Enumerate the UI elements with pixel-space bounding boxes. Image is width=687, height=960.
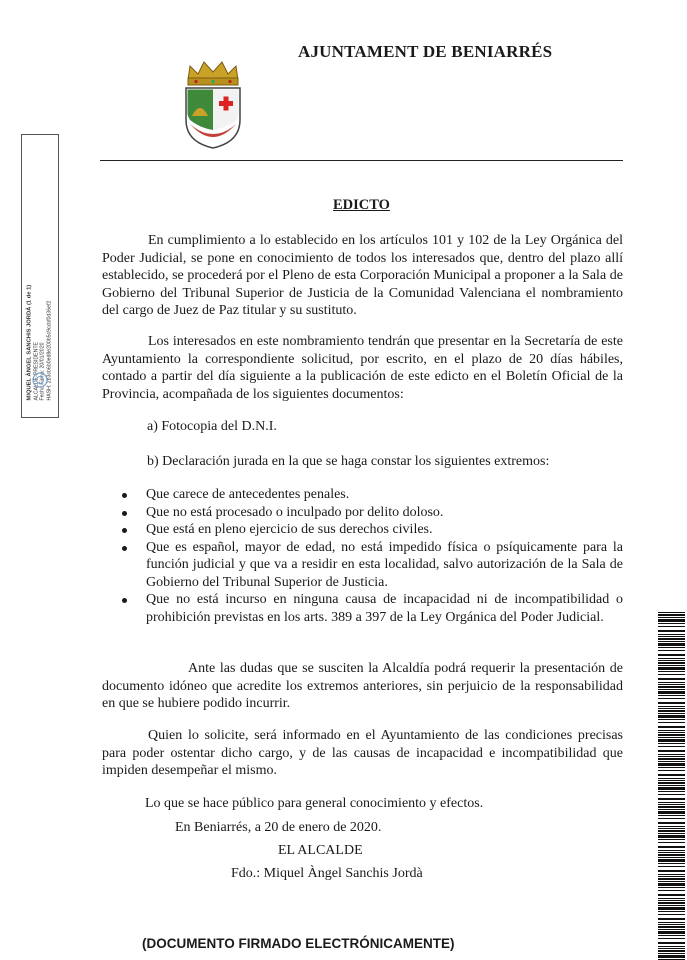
paragraph-doubts: Ante las dudas que se susciten la Alcaldía podrá requerir la presentación de documento idóneo que acredite los extremos anteriores, sin perjuicio de la responsabilidad en que se hubiere podido incurrir. (102, 661, 623, 711)
list-item: Que no está procesado o inculpado por delito doloso. (122, 504, 623, 522)
list-item-b: b) Declaración jurada en la que se haga constar los siguientes extremos: (147, 454, 550, 469)
paragraph-requirements: Los interesados en este nombramiento tendrán que presentar en la Secretaría de este Ayuntamiento la correspondiente solicitud, por escrito, en el plazo de 20 días hábiles, contado a partir del día siguiente a la publicación de este edicto en el Boletín Oficial de la Provincia, acompañada de los siguientes documentos: (102, 334, 623, 402)
signature-date: Fecha Firma: 20/01/2020 (39, 342, 46, 401)
electronic-signature-note: (DOCUMENTO FIRMADO ELECTRÓNICAMENTE) (142, 936, 455, 951)
coat-of-arms-icon (180, 58, 246, 150)
declaration-list (122, 486, 623, 626)
bullet-icon (122, 598, 127, 603)
bullet-icon (122, 511, 127, 516)
list-item-a: a) Fotocopia del D.N.I. (147, 419, 277, 434)
list-item: Que es español, mayor de edad, no está impedido física o psíquicamente para la función judicial y que va a residir en esta localidad, salvo autorización de la Sala de Gobierno del Tribunal Superior de Justicia. (122, 539, 623, 592)
mayor-title: EL ALCALDE (278, 843, 363, 858)
bullet-icon (122, 546, 127, 551)
list-item: Que está en pleno ejercicio de sus derechos civiles. (122, 521, 623, 539)
list-item: Que carece de antecedentes penales. (122, 486, 623, 504)
bullet-icon (122, 493, 127, 498)
signature-stamp-text (27, 146, 53, 401)
place-date: En Beniarrés, a 20 de enero de 2020. (175, 820, 382, 835)
signature-hash: HASH: 2b3cb6b0ed8e200b5c9ccbf0d36ef2 (46, 300, 52, 401)
document-title: EDICTO (333, 197, 390, 213)
paragraph-intro: En cumplimiento a lo establecido en los artículos 101 y 102 de la Ley Orgánica del Poder Judicial, se pone en conocimiento de todos los interesados que, dentro del plazo allí establecido, se procederá por el Pleno de esta Corporación Municipal a proponer a la Sala de Gobierno del Tribunal Superior de Justicia de la Comunidad Valenciana el nombramiento del cargo de Juez de Paz titular y su sustituto. (102, 233, 623, 318)
municipality-title: AJUNTAMENT DE BENIARRÉS (298, 42, 553, 61)
signer-role: ALCALDE-PRESIDENTE (33, 341, 39, 401)
signer-name: MIQUEL ÀNGEL SANCHIS JORDÀ (1 de 1) (26, 284, 33, 401)
signature-stamp (21, 134, 59, 418)
paragraph-information: Quien lo solicite, será informado en el Ayuntamiento de las condiciones precisas para poder ostentar dicho cargo, y de las causas de incapacidad e incompatibilidad que impiden desempeñar el mismo. (102, 728, 623, 778)
bullet-icon (122, 528, 127, 533)
barcode-icon (658, 612, 685, 960)
list-item: Que no está incurso en ninguna causa de incapacidad ni de incompatibilidad o prohibición previstas en los arts. 389 a 397 de la Ley Orgánica del Poder Judicial. (122, 591, 623, 626)
header-divider (100, 160, 623, 161)
seal-icon (32, 372, 48, 388)
signature-line: Fdo.: Miquel Àngel Sanchis Jordà (231, 866, 423, 881)
closing-statement: Lo que se hace público para general conocimiento y efectos. (145, 796, 484, 811)
